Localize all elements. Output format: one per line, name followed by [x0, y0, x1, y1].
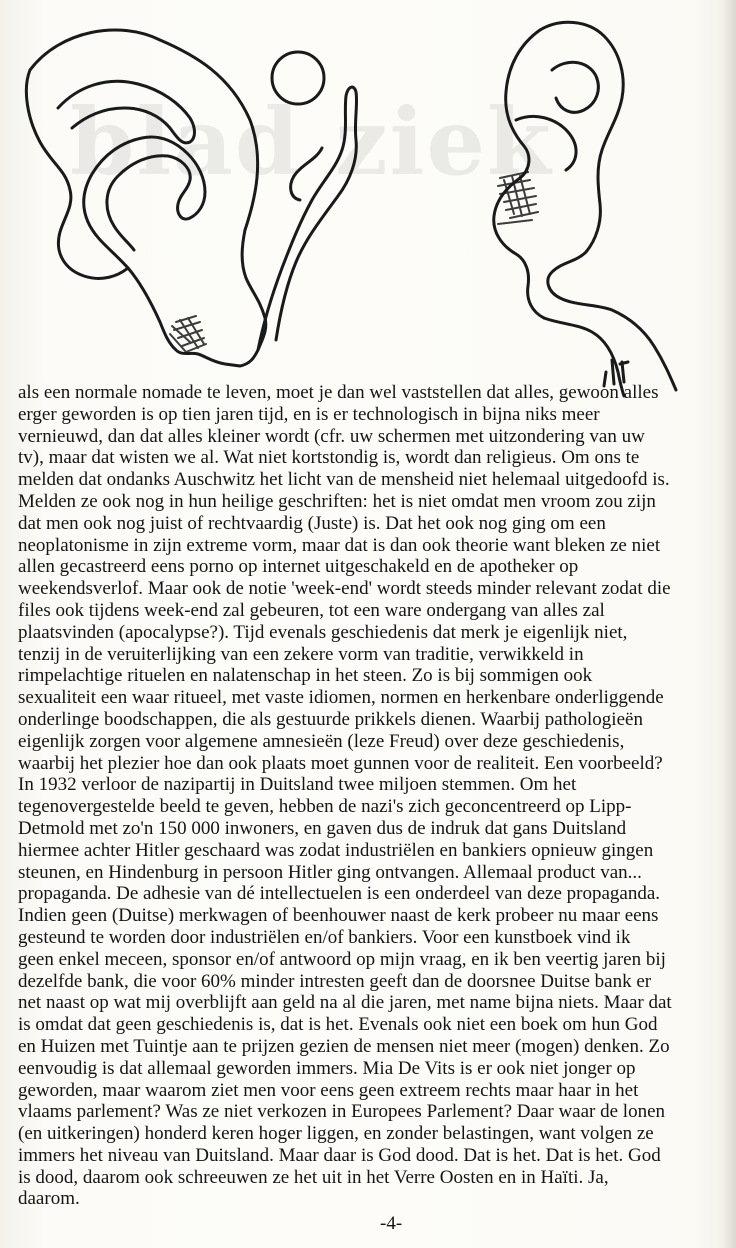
page-edge-shadow — [722, 0, 736, 1248]
right-figure-outline — [540, 22, 676, 390]
body-line: rimpelachtige rituelen en nalatenschap in het steen. Zo is bij sommigen ook — [18, 665, 593, 687]
body-line: propaganda. De adhesie van dé intellectuelen is een onderdeel van deze propaganda. — [18, 883, 661, 905]
left-figure-inner-ear — [58, 81, 195, 143]
left-figure-beard-scribble — [170, 316, 206, 352]
body-line: sexualiteit een waar ritueel, met vaste idiomen, normen en herkenbare onderliggende — [18, 687, 664, 709]
body-line: melden dat ondanks Auschwitz het licht van de mensheid niet helemaal uitgedoofd is. — [18, 469, 670, 491]
body-line: allen gecastreerd eens porno op internet uitgeschakeld en de apotheker op — [18, 556, 579, 578]
body-line: eenvoudig is dat allemaal geworden immers. Mia De Vits is er ook niet jonger op — [18, 1057, 636, 1079]
circle-sun — [272, 52, 324, 104]
body-line: gesteund te worden door industriëlen en/of bankiers. Voor een kunstboek vind ik — [18, 926, 631, 948]
body-line: dezelfde bank, die voor 60% minder intresten geeft dan de doorsnee Duitse bank er — [18, 970, 652, 992]
body-line: In 1932 verloor de nazipartij in Duitsland twee miljoen stemmen. Om het — [18, 774, 577, 796]
body-line: eigenlijk zorgen voor algemene amnesieën (leze Freud) over deze geschiedenis, — [18, 730, 625, 752]
body-line: weekendsverlof. Maar ook de notie 'week-end' wordt steeds minder relevant zodat die — [18, 578, 671, 600]
bleed-through-watermark: blad ziek — [70, 88, 553, 196]
body-line: vernieuwd, dan dat alles kleiner wordt (cfr. uw schermen met uitzondering van uw — [18, 425, 645, 447]
body-line: is dood, daarom ook schreeuwen ze het uit in het Verre Oosten en in Haïti. Ja, — [18, 1166, 609, 1188]
article-body — [18, 382, 722, 1210]
body-line: tv), maar dat wisten we al. Wat niet kortstondig is, wordt dan religieus. Om ons te — [18, 447, 640, 469]
body-line: steunen, en Hindenburg in persoon Hitler ging ontvangen. Allemaal product van... — [18, 861, 642, 883]
body-line: en Huizen met Tuintje aan te prijzen gezien de mensen niet meer (mogen) denken. Zo — [18, 1035, 670, 1057]
body-line: is omdat dat geen geschiedenis is, dat is het. Evenals ook niet een boek om hun God — [18, 1014, 658, 1036]
body-line: neoplatonisme in zijn extreme vorm, maar dat is dan ook theorie want bleken ze niet — [18, 534, 661, 556]
body-line: net naast op wat mij overblijft aan geld na al die jaren, met name bijna niets. Maar dat — [18, 992, 672, 1014]
body-line: als een normale nomade te leven, moet je dan wel vaststellen dat alles, gewoon alles — [18, 382, 659, 403]
body-line: (en uitkeringen) honderd keren hoger liggen, en zonder belastingen, want volgen ze — [18, 1123, 654, 1145]
body-line: erger geworden is op tien jaren tijd, en is er technologisch in bijna niks meer — [18, 403, 600, 425]
body-line: plaatsvinden (apocalypse?). Tijd evenals geschiedenis dat merk je eigenlijk niet, — [18, 621, 628, 643]
left-figure-outline — [30, 30, 266, 366]
body-line: vlaams parlement? Was ze niet verkozen in Europees Parlement? Daar waar de lonen — [18, 1101, 666, 1123]
body-line: files ook tijdens week-end zal gebeuren, tot een ware ondergang van alles zal — [18, 599, 605, 621]
left-figure-lower-jaw — [26, 70, 128, 278]
body-line: onderlinge boodschappen, die als gestuurde prikkels dienen. Waarbij pathologieën — [18, 708, 643, 730]
raised-arm — [258, 87, 357, 350]
body-line: Detmold met zo'n 150 000 inwoners, en gaven dus de indruk dat gans Duitsland — [18, 817, 627, 839]
line-drawing-faces-icon — [0, 0, 736, 400]
body-line: daarom. — [18, 1188, 80, 1210]
body-line: Indien geen (Duitse) merkwagen of beenhouwer naast de kerk probeer nu maar eens — [18, 905, 659, 927]
body-line: geen enkel meceen, sponsor en/of antwoord op mijn vraag, en ik ben veertig jaren bij — [18, 948, 666, 970]
page-number: -4- — [380, 1213, 403, 1234]
body-line: Melden ze ook nog in hun heilige geschriften: het is niet omdat men vroom zou zijn — [18, 490, 656, 512]
right-figure-eye — [552, 62, 598, 112]
body-line: immers het niveau van Duitsland. Maar daar is God dood. Dat is het. Dat is het. God — [18, 1144, 661, 1166]
body-line: tegenovergestelde beeld te geven, hebben de nazi's zich geconcentreerd op Lipp- — [18, 796, 632, 818]
body-line: tenzij in de veruiterlijking van een zekere vorm van traditie, verwikkeld in — [18, 643, 584, 665]
right-figure-cheek — [516, 116, 576, 170]
body-line: hiermee achter Hitler geschaard was zodat industriëlen en bankiers opnieuw gingen — [18, 839, 654, 861]
body-line: dat men ook nog juist of rechtvaardig (Juste) is. Dat het ook nog ging om een — [18, 512, 606, 534]
body-line: geworden, maar waarom ziet men voor eens geen extreem rechts maar haar in het — [18, 1079, 639, 1101]
body-line: waarbij het plezier hoe dan ook plaats moet gunnen voor de realiteit. Een voorbeeld? — [18, 752, 663, 774]
